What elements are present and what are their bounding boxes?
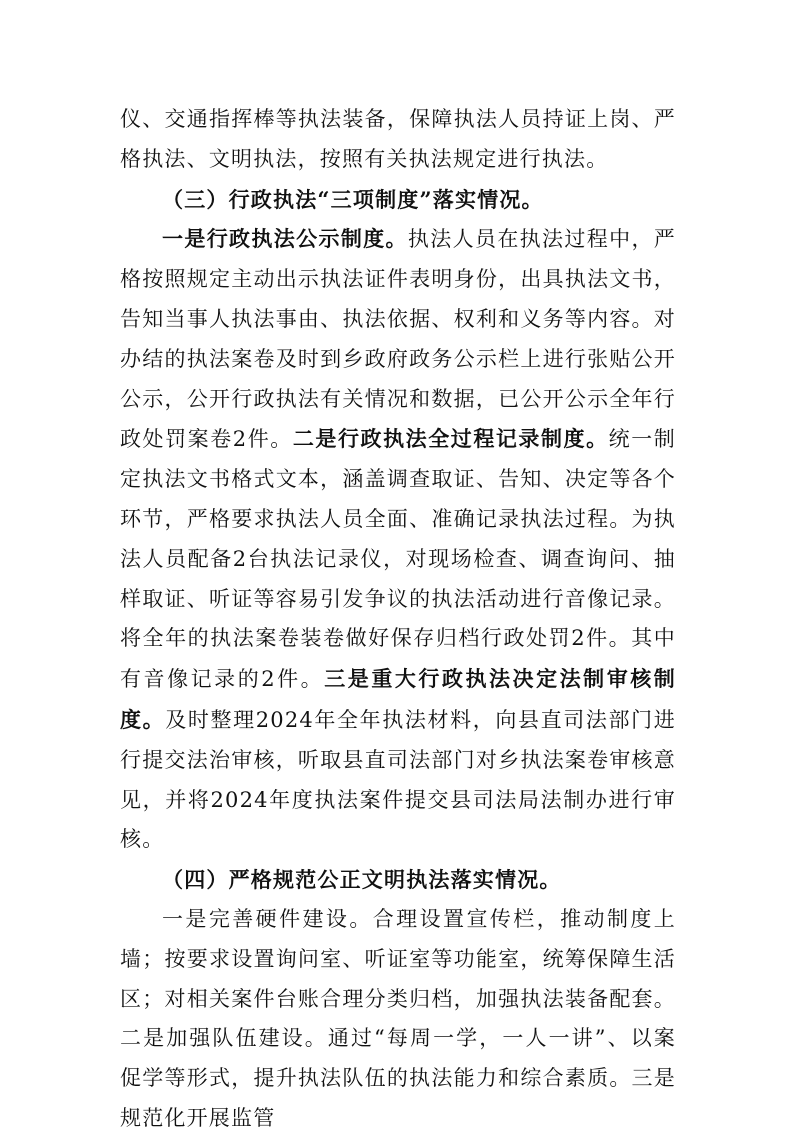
bold-lead-legal-review-system: 三是重大行政执法决定法制审核制度。 [120,666,676,732]
text-publicity-system: 执法人员在执法过程中，严格按照规定主动出示执法证件表明身份，出具执法文书，告知当事人执法事由、执法依据、权利和义务等内容。对办结的执法案卷及时到乡政府政务公示栏上进行张贴公开公示，公开行政执法有关情况和数据，已公开公示全年行政处罚案卷2件。 [120,227,677,452]
section-heading-civilized-enforcement: （四）严格规范公正文明执法落实情况。 [162,867,562,893]
bold-lead-publicity-system: 一是行政执法公示制度。 [162,226,408,252]
bold-lead-recording-system: 二是行政执法全过程记录制度。 [292,426,609,452]
document-body [120,100,676,1139]
paragraph-equipment-continued: 仪、交通指挥棒等执法装备，保障执法人员持证上岗、严格执法、文明执法，按照有关执法规定进行执法。 [120,107,676,171]
section-heading-three-systems: （三）行政执法“三项制度”落实情况。 [162,186,544,212]
text-legal-review-system: 及时整理2024年全年执法材料，向县直司法部门进行提交法治审核，听取县直司法部门对乡执法案卷审核意见，并将2024年度执法案件提交县司法局法制办进行审核。 [120,707,676,852]
text-recording-system: 统一制定执法文书格式文本，涵盖调查取证、告知、决定等各个环节，严格要求执法人员全面、准确记录执法过程。为执法人员配备2台执法记录仪，对现场检查、调查询问、抽样取证、听证等容易引发争议的执法活动进行音像记录。将全年的执法案卷装卷做好保存归档行政处罚2件。其中有音像记录的2件。 [120,427,676,692]
paragraph-three-systems [120,219,676,860]
paragraph-civilized-enforcement: 一是完善硬件建设。合理设置宣传栏，推动制度上墙；按要求设置询问室、听证室等功能室，统筹保障生活区；对相关案件台账合理分类归档，加强执法装备配套。二是加强队伍建设。通过“每周一学，一人一讲”、以案促学等形式，提升执法队伍的执法能力和综合素质。三是规范化开展监管 [120,906,676,1130]
